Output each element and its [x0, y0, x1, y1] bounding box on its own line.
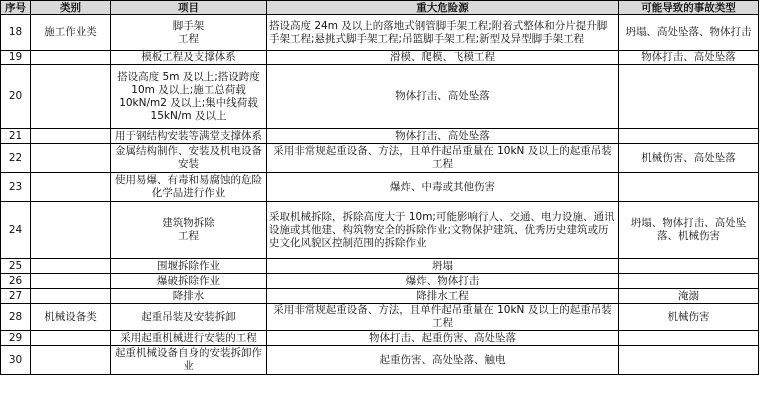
cell-category [31, 144, 111, 173]
cell-no: 19 [1, 51, 31, 65]
header-category: 类别 [31, 1, 111, 15]
table-row [1, 274, 759, 289]
header-major-hazard: 重大危险源 [267, 1, 619, 15]
cell-item: 起重吊装及安装拆卸 [111, 304, 267, 331]
table-row [1, 331, 759, 346]
cell-hazard: 降排水工程 [267, 289, 619, 304]
cell-item: 爆破拆除作业 [111, 274, 267, 289]
cell-category [31, 173, 111, 202]
cell-accident-type [619, 346, 759, 375]
header-no: 序号 [1, 1, 31, 15]
cell-item: 使用易爆、有毒和易腐蚀的危险化学品进行作业 [111, 173, 267, 202]
cell-hazard: 物体打击、高处坠落 [267, 65, 619, 129]
cell-category [31, 331, 111, 346]
cell-no: 27 [1, 289, 31, 304]
cell-hazard: 坍塌 [267, 259, 619, 274]
table-row [1, 15, 759, 51]
cell-item: 搭设高度 5m 及以上;搭设跨度 10m 及以上;施工总荷载 10kN/m2 及以上;集中线荷载 15kN/m 及以上 [111, 65, 267, 129]
cell-category [31, 289, 111, 304]
table-row [1, 129, 759, 144]
cell-no: 22 [1, 144, 31, 173]
cell-accident-type [619, 274, 759, 289]
table-row [1, 51, 759, 65]
cell-no: 21 [1, 129, 31, 144]
cell-category [31, 51, 111, 65]
cell-accident-type [619, 259, 759, 274]
cell-item: 采用起重机械进行安装的工程 [111, 331, 267, 346]
cell-no: 20 [1, 65, 31, 129]
header-item: 项目 [111, 1, 267, 15]
table-row [1, 346, 759, 375]
cell-accident-type [619, 173, 759, 202]
cell-accident-type: 物体打击、高处坠落 [619, 51, 759, 65]
cell-no: 30 [1, 346, 31, 375]
cell-item: 脚手架 工程 [111, 15, 267, 51]
table-row [1, 65, 759, 129]
cell-hazard: 采取机械拆除，拆除高度大于 10m;可能影响行人、交通、电力设施、通讯设施或其他建、构筑物安全的拆除作业;文物保护建筑、优秀历史建筑或历史文化风貌区控制范围的拆除作业 [267, 202, 619, 259]
cell-accident-type [619, 65, 759, 129]
cell-item: 金属结构制作、安装及机电设备安装 [111, 144, 267, 173]
cell-no: 24 [1, 202, 31, 259]
cell-item: 用于钢结构安装等满堂支撑体系 [111, 129, 267, 144]
cell-hazard: 起重伤害、高处坠落、触电 [267, 346, 619, 375]
cell-no: 28 [1, 304, 31, 331]
cell-category [31, 274, 111, 289]
cell-hazard: 物体打击、高处坠落 [267, 129, 619, 144]
cell-item: 围堰拆除作业 [111, 259, 267, 274]
table-row [1, 259, 759, 274]
cell-hazard: 滑模、爬模、飞模工程 [267, 51, 619, 65]
cell-category [31, 346, 111, 375]
cell-accident-type [619, 129, 759, 144]
cell-item: 建筑物拆除 工程 [111, 202, 267, 259]
cell-accident-type: 坍塌、物体打击、高处坠落、机械伤害 [619, 202, 759, 259]
cell-accident-type: 坍塌、高处坠落、物体打击 [619, 15, 759, 51]
cell-item: 模板工程及支撑体系 [111, 51, 267, 65]
cell-no: 29 [1, 331, 31, 346]
table-row [1, 144, 759, 173]
cell-hazard: 爆炸、物体打击 [267, 274, 619, 289]
cell-accident-type: 淹溺 [619, 289, 759, 304]
header-row [1, 1, 759, 15]
cell-item: 起重机械设备自身的安装拆卸作业 [111, 346, 267, 375]
cell-hazard: 采用非常规起重设备、方法，且单件起吊重量在 10kN 及以上的起重吊装工程 [267, 304, 619, 331]
table-row [1, 173, 759, 202]
cell-hazard: 搭设高度 24m 及以上的落地式钢管脚手架工程;附着式整体和分片提升脚手架工程;悬挑式脚手架工程;吊篮脚手架工程;新型及异型脚手架工程 [267, 15, 619, 51]
table-row [1, 289, 759, 304]
cell-category [31, 129, 111, 144]
cell-no: 25 [1, 259, 31, 274]
cell-accident-type: 机械伤害、高处坠落 [619, 144, 759, 173]
table-body [1, 15, 759, 375]
table-row [1, 304, 759, 331]
cell-no: 26 [1, 274, 31, 289]
cell-accident-type [619, 331, 759, 346]
cell-item: 降排水 [111, 289, 267, 304]
header-accident-type: 可能导致的事故类型 [619, 1, 759, 15]
cell-hazard: 爆炸、中毒或其他伤害 [267, 173, 619, 202]
cell-hazard: 采用非常规起重设备、方法，且单件起吊重量在 10kN 及以上的起重吊装工程 [267, 144, 619, 173]
cell-hazard: 物体打击、起重伤害、高处坠落 [267, 331, 619, 346]
cell-category [31, 65, 111, 129]
cell-category [31, 202, 111, 259]
cell-category: 施工作业类 [31, 15, 111, 51]
cell-no: 18 [1, 15, 31, 51]
cell-no: 23 [1, 173, 31, 202]
cell-category: 机械设备类 [31, 304, 111, 331]
cell-category [31, 259, 111, 274]
cell-accident-type: 机械伤害 [619, 304, 759, 331]
table-row [1, 202, 759, 259]
